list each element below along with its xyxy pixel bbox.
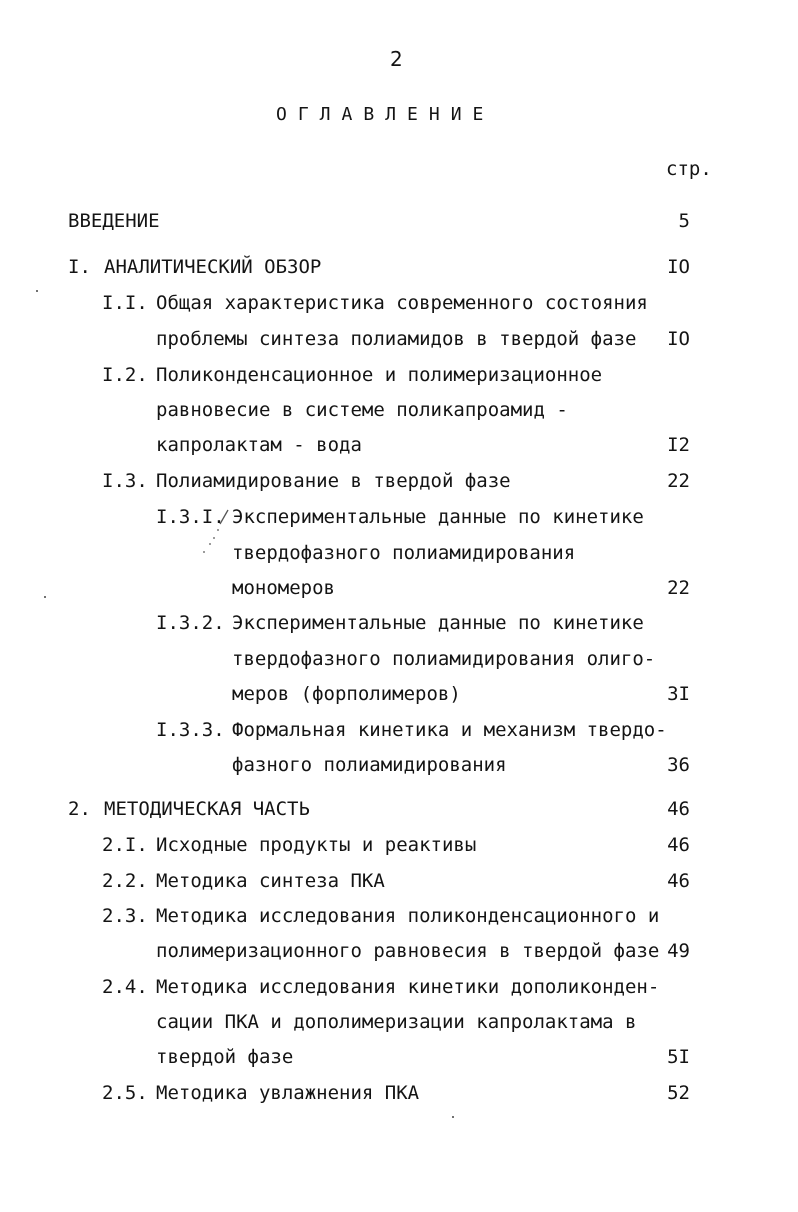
toc-entry-title: ВВЕДЕНИЕ (68, 210, 160, 232)
toc-entry-number: 2.I. (102, 834, 148, 856)
toc-entry-line: твердофазного полиамидирования (232, 542, 576, 564)
toc-entry-line: Экспериментальные данные по кинетике (232, 612, 644, 634)
toc-entry-title: МЕТОДИЧЕСКАЯ ЧАСТЬ (104, 798, 310, 820)
toc-entry-line: Методика исследования кинетики дополиконден- (156, 976, 660, 998)
toc-entry-page: 5I (667, 1046, 690, 1068)
toc-entry-number: I. (68, 256, 91, 278)
toc-entry-number: 2.2. (102, 870, 148, 892)
scan-speck (452, 1116, 454, 1118)
toc-entry-line: Формальная кинетика и механизм твердо- (232, 719, 667, 741)
toc-entry-line: сации ПКА и дополимеризации капролактама в (156, 1011, 637, 1033)
toc-entry-page: IO (667, 328, 690, 350)
toc-entry-line: твердофазного полиамидирования олиго- (232, 648, 656, 670)
toc-entry-number: 2. (68, 798, 91, 820)
toc-entry-number: 2.3. (102, 905, 148, 927)
toc-entry-number: I.3. (102, 470, 148, 492)
toc-entry-page: 5 (678, 210, 690, 232)
toc-entry-line: твердой фазе (156, 1046, 294, 1068)
toc-entry-line: проблемы синтеза полиамидов в твердой фазе (156, 328, 637, 350)
toc-entry-line: Методика увлажнения ПКА (156, 1082, 420, 1104)
toc-entry-number: I.2. (102, 364, 148, 386)
toc-entry-line: капролактам - вода (156, 434, 362, 456)
toc-entry-line: меров (форполимеров) (232, 683, 461, 705)
toc-entry-title: АНАЛИТИЧЕСКИЙ ОБЗОР (104, 256, 322, 278)
toc-entry-line: фазного полиамидирования (232, 754, 507, 776)
toc-entry-number: 2.4. (102, 976, 148, 998)
toc-entry-page: 46 (667, 834, 690, 856)
toc-entry-page: 3I (667, 683, 690, 705)
toc-entry-line: Поликонденсационное и полимеризационное (156, 364, 603, 386)
toc-entry-line: мономеров (232, 577, 335, 599)
toc-entry-line: Методика синтеза ПКА (156, 870, 385, 892)
toc-entry-page: 36 (667, 754, 690, 776)
toc-entry-line: равновесие в системе поликапроамид - (156, 399, 568, 421)
toc-entry-page: IO (667, 256, 690, 278)
page-title: ОГЛАВЛЕНИЕ (276, 104, 495, 125)
toc-entry-line: Полиамидирование в твердой фазе (156, 470, 511, 492)
page-number: 2 (390, 47, 403, 71)
toc-entry-line: полимеризационного равновесия в твердой фазе (156, 940, 660, 962)
toc-entry-page: 52 (667, 1082, 690, 1104)
toc-entry-number: I.3.I. (156, 506, 225, 528)
toc-entry-line: Экспериментальные данные по кинетике (232, 506, 644, 528)
scan-speck (36, 290, 38, 292)
toc-entry-page: 22 (667, 470, 690, 492)
toc-entry-line: Исходные продукты и реактивы (156, 834, 477, 856)
toc-entry-page: 46 (667, 870, 690, 892)
toc-entry-line: Общая характеристика современного состояния (156, 292, 648, 314)
pencil-mark (198, 506, 232, 558)
toc-entry-page: I2 (667, 434, 690, 456)
toc-entry-number: I.3.2. (156, 612, 225, 634)
toc-entry-number: I.I. (102, 292, 148, 314)
toc-entry-line: Методика исследования поликонденсационного и (156, 905, 660, 927)
scan-speck (44, 596, 46, 598)
toc-entry-page: 22 (667, 577, 690, 599)
page-column-label: стр. (666, 158, 712, 180)
toc-entry-number: 2.5. (102, 1082, 148, 1104)
toc-entry-number: I.3.3. (156, 719, 225, 741)
toc-entry-page: 49 (667, 940, 690, 962)
toc-entry-page: 46 (667, 798, 690, 820)
